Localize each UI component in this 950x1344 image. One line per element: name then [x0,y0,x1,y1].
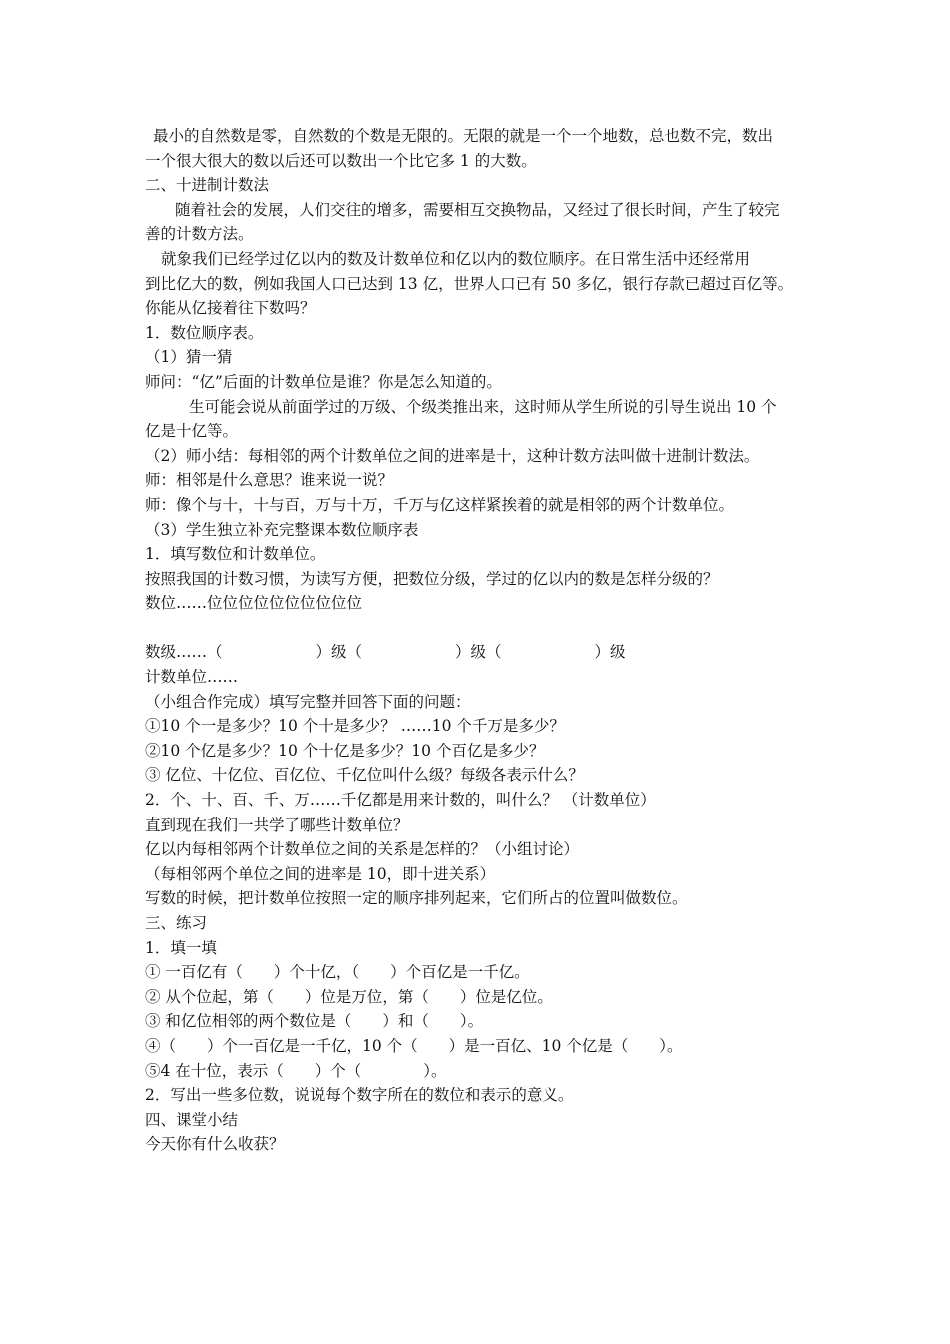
section-heading: 二、十进制计数法 [145,176,270,195]
question-line: ③ 亿位、十亿位、百亿位、千亿位叫什么级？每级各表示什么？ [145,766,584,785]
paragraph-line: 最小的自然数是零，自然数的个数是无限的。无限的就是一个一个地数，总也数不完，数出 [153,127,774,145]
paragraph-line: 数级……（ ）级（ ）级（ ）级 [145,643,626,662]
exercise-line: ② 从个位起，第（ ）位是万位，第（ ）位是亿位。 [145,987,553,1006]
paragraph-line: （1）猜一猜 [145,348,233,367]
paragraph-line: （每相邻两个单位之间的进率是 10，即十进关系） [145,864,496,883]
paragraph-line: 亿是十亿等。 [145,422,239,441]
paragraph-line: （3）学生独立补充完整课本数位顺序表 [145,520,419,539]
paragraph-line: 师问：“亿”后面的计数单位是谁？你是怎么知道的。 [145,372,502,391]
paragraph-line: 数位……位位位位位位位位位位 [145,594,363,613]
exercise-line: ③ 和亿位相邻的两个数位是（ ）和（ ）。 [145,1012,484,1031]
paragraph-line: （小组合作完成）填写完整并回答下面的问题： [145,692,471,711]
subsection-heading: 1．填写数位和计数单位。 [145,545,326,564]
paragraph-line: （2）师小结：每相邻的两个计数单位之间的进率是十，这种计数方法叫做十进制计数法。 [145,446,760,465]
exercise-line: ① 一百亿有（ ）个十亿，（ ）个百亿是一千亿。 [145,963,530,982]
paragraph-line: 直到现在我们一共学了哪些计数单位？ [145,815,409,834]
paragraph-line: 2．个、十、百、千、万……千亿都是用来计数的，叫什么？ （计数单位） [145,791,656,810]
paragraph-line: 今天你有什么收获？ [145,1135,285,1154]
question-line: ①10 个一是多少？10 个十是多少？ ……10 个千万是多少？ [145,717,565,736]
paragraph-line: 善的计数方法。 [145,225,254,244]
paragraph-line: 你能从亿接着往下数吗？ [145,299,316,318]
document-body [145,124,825,1157]
exercise-line: ④（ ）个一百亿是一千亿，10 个（ ）是一百亿、10 个亿是（ ）。 [145,1036,683,1055]
subsection-heading: 1．数位顺序表。 [145,323,264,342]
paragraph-line: 到比亿大的数，例如我国人口已达到 13 亿，世界人口已有 50 多亿，银行存款已超过百亿等。 [145,274,794,293]
paragraph-line: 计数单位…… [145,668,239,687]
paragraph-line: 生可能会说从前面学过的万级、个级类推出来，这时师从学生所说的引导生说出 10 个 [189,397,777,416]
exercise-line: ⑤4 在十位，表示（ ）个（ ）。 [145,1061,447,1080]
subsection-heading: 1．填一填 [145,938,217,957]
paragraph-line: 亿以内每相邻两个计数单位之间的关系是怎样的？（小组讨论） [145,840,580,859]
section-heading: 四、课堂小结 [145,1110,239,1129]
section-heading: 三、练习 [145,914,208,932]
paragraph-line: 2．写出一些多位数，说说每个数字所在的数位和表示的意义。 [145,1086,574,1105]
paragraph-line: 写数的时候，把计数单位按照一定的顺序排列起来，它们所占的位置叫做数位。 [145,889,688,908]
paragraph-line: 按照我国的计数习惯，为读写方便，把数位分级，学过的亿以内的数是怎样分级的？ [145,569,719,588]
paragraph-line: 师：相邻是什么意思？谁来说一说？ [145,471,394,490]
paragraph-line: 师：像个与十，十与百，万与十万，千万与亿这样紧挨着的就是相邻的两个计数单位。 [145,495,735,514]
paragraph-line: 就象我们已经学过亿以内的数及计数单位和亿以内的数位顺序。在日常生活中还经常用 [161,249,751,268]
paragraph-line: 一个很大很大的数以后还可以数出一个比它多 1 的大数。 [145,151,537,170]
paragraph-line: 随着社会的发展，人们交往的增多，需要相互交换物品，又经过了很长时间，产生了较完 [175,200,780,219]
question-line: ②10 个亿是多少？10 个十亿是多少？10 个百亿是多少？ [145,741,545,760]
blank-line [145,616,825,641]
